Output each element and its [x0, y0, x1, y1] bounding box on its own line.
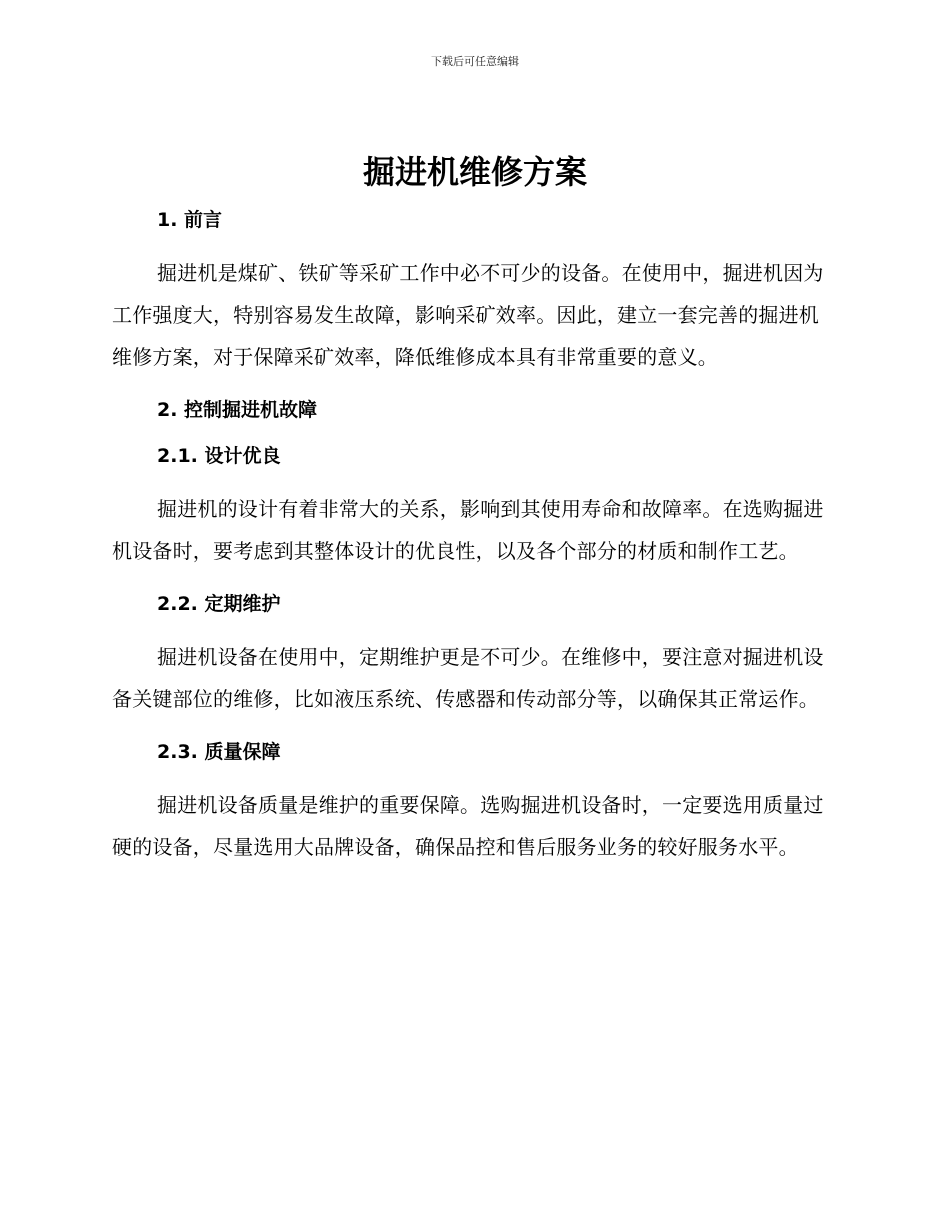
section-heading-regular-maintenance: 2.2. 定期维护 [157, 593, 281, 615]
section-heading-good-design: 2.1. 设计优良 [157, 445, 281, 467]
section-paragraph-preface: 掘进机是煤矿、铁矿等采矿工作中必不可少的设备。在使用中，掘进机因为工作强度大，特别容易发生故障，影响采矿效率。因此，建立一套完善的掘进机维修方案，对于保障采矿效率，降低维修成本具有非常重要的意义。 [112, 261, 824, 369]
section-heading-fault-control: 2. 控制掘进机故障 [157, 399, 318, 421]
document-body [112, 200, 828, 886]
section-heading-quality-assurance: 2.3. 质量保障 [157, 741, 281, 763]
section-heading-preface: 1. 前言 [157, 209, 223, 231]
document-title: 掘进机维修方案 [362, 153, 587, 191]
header-note: 下载后可任意编辑 [431, 55, 519, 68]
section-paragraph-good-design: 掘进机的设计有着非常大的关系，影响到其使用寿命和故障率。在选购掘进机设备时，要考虑到其整体设计的优良性，以及各个部分的材质和制作工艺。 [112, 497, 824, 563]
section-paragraph-quality-assurance: 掘进机设备质量是维护的重要保障。选购掘进机设备时，一定要选用质量过硬的设备，尽量选用大品牌设备，确保品控和售后服务业务的较好服务水平。 [112, 793, 824, 859]
section-paragraph-regular-maintenance: 掘进机设备在使用中，定期维护更是不可少。在维修中，要注意对掘进机设备关键部位的维修，比如液压系统、传感器和传动部分等，以确保其正常运作。 [112, 645, 824, 711]
